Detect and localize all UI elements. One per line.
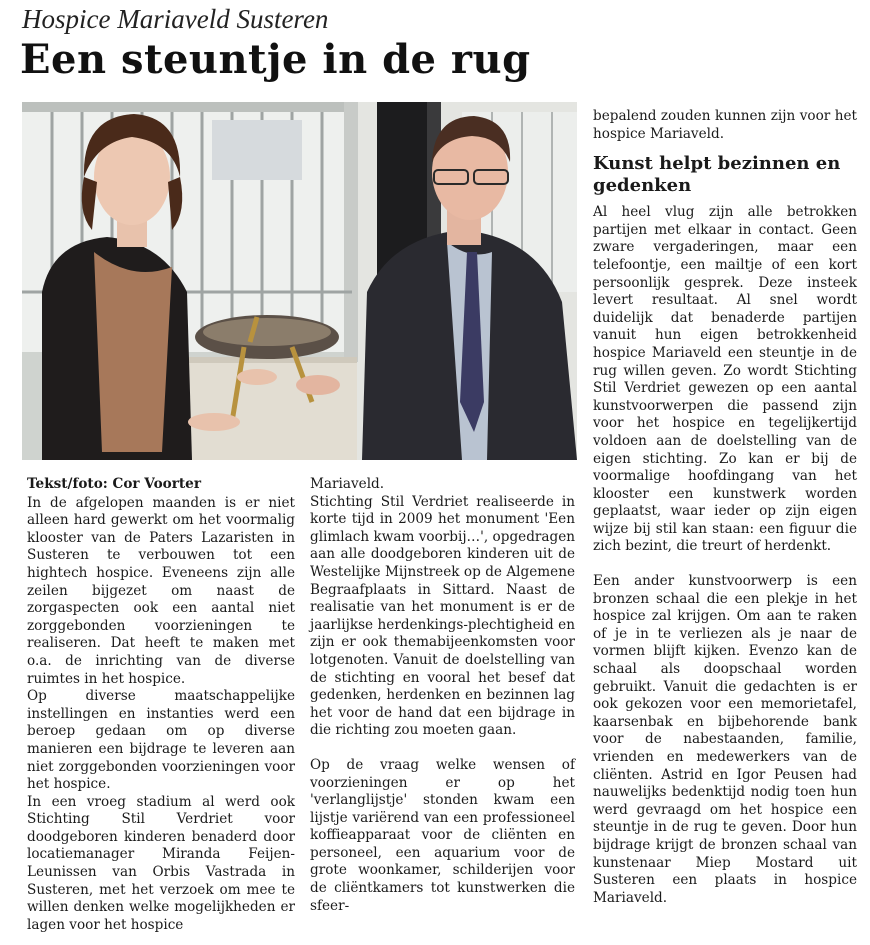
paragraph: Al heel vlug zijn alle betrokken partijen met elkaar in contact. Geen zware vergaderingen, maar een telefoontje, een mailtje of een kort persoonlijk gesprek. Deze insteek levert resultaat. Al snel wordt duidelijk dat benaderde partijen vanuit hun eigen betrokkenheid hospice Mariaveld een steuntje in de rug willen geven. Zo wordt Stichting Stil Verdriet gewezen op een aantal kunstvoorwerpen die passend zijn voor het hospice en tegelijkertijd voldoen aan de doelstelling van de eigen stichting. Zo kan er bij de voormalige hoofdingang van het klooster een kunstwerk worden geplaatst, waar ieder op zijn eigen wijze bij stil kan staan: een figuur die zich bezint, die treurt of herdenkt. [593,204,857,555]
article-column-2 [310,476,575,915]
paragraph: Mariaveld. [310,476,385,492]
article-photo [22,102,577,460]
article-headline: Een steuntje in de rug [20,36,531,83]
article-kicker: Hospice Mariaveld Susteren [22,4,329,34]
paragraph: Een ander kunstvoorwerp is een bronzen schaal die een plekje in het hospice zal krijgen. Om aan te raken of je in te verliezen als je naar de vormen blijft kijken. Evenzo kan de schaal als doopschaal worden gebruikt. Vanuit die gedachten is er ook gekozen voor een memorietafel, kaarsenbak en bijbehorende bank voor de nabestaanden, familie, vrienden en medewerkers van de cliënten. Astrid en Igor Peusen had nauwelijks bedenktijd nodig toen hun werd gevraagd om het hospice een steuntje in de rug te geven. Door hun bijdrage krijgt de bronzen schaal van kunstenaar Miep Mostard uit Susteren een plaats in hospice Mariaveld. [593,573,857,906]
paragraph: Stichting Stil Verdriet realiseerde in korte tijd in 2009 het monument 'Een glimlach kwam voorbij…', opgedragen aan alle doodgeboren kinderen uit de Westelijke Mijnstreek op de Algemene Begraafplaats in Sittard. Naast de realisatie van het monument is er de jaarlijkse herdenkings-plechtigheid en zijn er ook themabijeenkomsten voor lotgenoten. Vanuit de doelstelling van de stichting en vooral het besef dat gedenken, herdenken en bezinnen lag het voor de hand dat een bijdrage in die richting zou moeten gaan. [310,493,575,739]
article-byline: Tekst/foto: Cor Voorter [27,476,201,492]
article-column-1 [27,476,295,934]
article-column-3 [593,108,857,907]
paragraph: Op de vraag welke wensen of voorzieningen er op het 'verlanglijstje' stonden kwam een lijstje variërend van een professioneel koffieapparaat voor de cliënten en personeel, een aquarium voor de grote woonkamer, schilderijen voor de cliëntkamers tot kunstwerken die sfeer- [310,756,575,914]
article-subheading: Kunst helpt bezinnen en gedenken [593,153,841,197]
paragraph: In een vroeg stadium al werd ook Stichting Stil Verdriet voor doodgeboren kinderen benaderd door locatiemanager Miranda Feijen-Leunissen van Orbis Vastrada in Susteren, met het verzoek om mee te willen denken welke mogelijkheden er lagen voor het hospice [27,793,295,933]
paragraph: In de afgelopen maanden is er niet alleen hard gewerkt om het voormalig klooster van de Paters Lazaristen in Susteren te verbouwen tot een hightech hospice. Eveneens zijn alle zeilen bijgezet om naast de zorgaspecten ook een aantal niet zorggebonden voorzieningen te realiseren. Dat heeft te maken met o.a. de inrichting van de diverse ruimtes in het hospice. [27,494,295,687]
paragraph: Op diverse maatschappelijke instellingen en instanties werd een beroep gedaan om op diverse manieren een bijdrage te leveren aan niet zorggebonden voorzieningen voor het hospice. [27,688,295,793]
paragraph: bepalend zouden kunnen zijn voor het hospice Mariaveld. [593,108,857,142]
